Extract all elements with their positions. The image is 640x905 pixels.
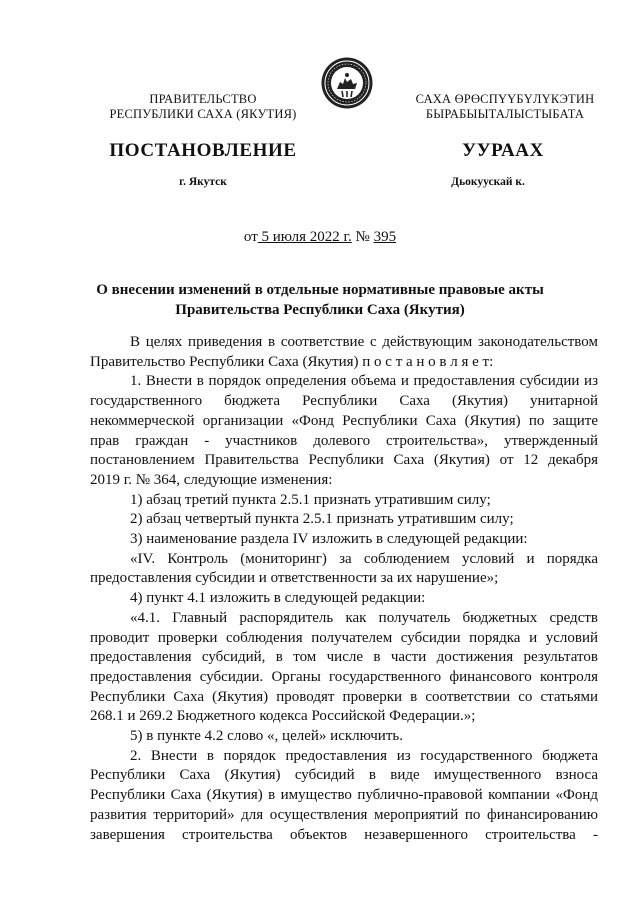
body-line: предоставления субсидии и ответственности за их нарушение»; (90, 570, 499, 587)
document-number: 395 (373, 229, 397, 245)
number-label: № (351, 229, 374, 245)
body-line: 4) пункт 4.1 изложить в следующей редакции: (130, 590, 426, 607)
body-line: завершения строительства объектов незавершенного строительства - (90, 826, 598, 843)
city-ru: г. Якутск (179, 176, 227, 188)
body-line: «IV. Контроль (мониторинг) за соблюдением условий и порядка (130, 550, 598, 567)
body-line: В целях приведения в соответствие с действующим законодательством (130, 334, 598, 350)
body-line: некоммерческой организации «Фонд Республики Саха (Якутия) по защите (90, 412, 598, 429)
body-line: 2019 г. № 364, следующие изменения: (90, 471, 333, 488)
government-name-ru-line2: РЕСПУБЛИКИ САХА (ЯКУТИЯ) (109, 107, 297, 121)
body-line: предоставления субсидии. Органы государственного финансового контроля (90, 668, 598, 685)
coat-of-arms-emblem (320, 56, 374, 110)
body-line: Республики Саха (Якутия) в имущество публично-правовой компании «Фонд (90, 787, 598, 804)
date-prefix: от (243, 229, 258, 245)
body-line: Республики Саха (Якутия) субсидий в виде имущественного взноса (90, 767, 598, 784)
body-line: Правительство Республики Саха (Якутия) п о с т а н о в л я е т: (90, 353, 494, 370)
government-name-sah (390, 92, 620, 122)
body-line: прав граждан - участников долевого строительства», утвержденный (90, 432, 598, 449)
body-line: предоставления субсидий, в том числе в части достижения результатов (90, 649, 598, 666)
body-line: 2) абзац четвертый пункта 2.5.1 признать утратившим силу; (130, 511, 514, 528)
body-line: 5) в пункте 4.2 слово «, целей» исключить. (130, 728, 403, 745)
document-date: 5 июля 2022 г. (257, 229, 352, 245)
body-line: «4.1. Главный распорядитель как получатель бюджетных средств (130, 609, 598, 626)
document-body (90, 333, 598, 845)
body-line: 268.1 и 269.2 Бюджетного кодекса Российской Федерации.»; (90, 708, 476, 725)
doc-type-ru: ПОСТАНОВЛЕНИЕ (109, 140, 297, 161)
government-name-ru (88, 92, 318, 122)
doc-type-sah: УУРААХ (462, 140, 544, 161)
body-line: постановлением Правительства Республики Саха (Якутия) от 12 декабря (90, 452, 598, 469)
body-line: 3) наименование раздела IV изложить в следующей редакции: (130, 531, 528, 548)
government-name-sah-line2: БЫРАБЫЫТАЛЫСТЫБАТА (425, 107, 585, 121)
document-title-line2: Правительства Республики Саха (Якутия) (175, 302, 465, 318)
body-line: развития территорий» для осуществления мероприятий по финансированию (90, 806, 598, 823)
government-name-ru-line1: ПРАВИТЕЛЬСТВО (149, 92, 257, 106)
document-title-line1: О внесении изменений в отдельные нормативные правовые акты (96, 282, 544, 298)
document-title (60, 280, 580, 320)
body-line: 1) абзац третий пункта 2.5.1 признать утратившим силу; (130, 491, 491, 508)
body-line: проводит проверки соблюдения получателем субсидии порядка и условий (90, 629, 598, 646)
body-line: 2. Внести в порядок предоставления из государственного бюджета (130, 747, 598, 764)
government-name-sah-line1: САХА ӨРӨСПҮҮБҮЛҮКЭТИН (415, 92, 595, 106)
body-line: государственного бюджета Республики Саха (Якутия) унитарной (90, 393, 598, 410)
city-sah: Дьокуускай к. (451, 176, 525, 188)
date-number-line (0, 229, 640, 246)
body-line: 1. Внести в порядок определения объема и предоставления субсидии из (130, 373, 598, 390)
body-line: Республики Саха (Якутия) проводят проверки в соответствии со статьями (90, 688, 598, 705)
